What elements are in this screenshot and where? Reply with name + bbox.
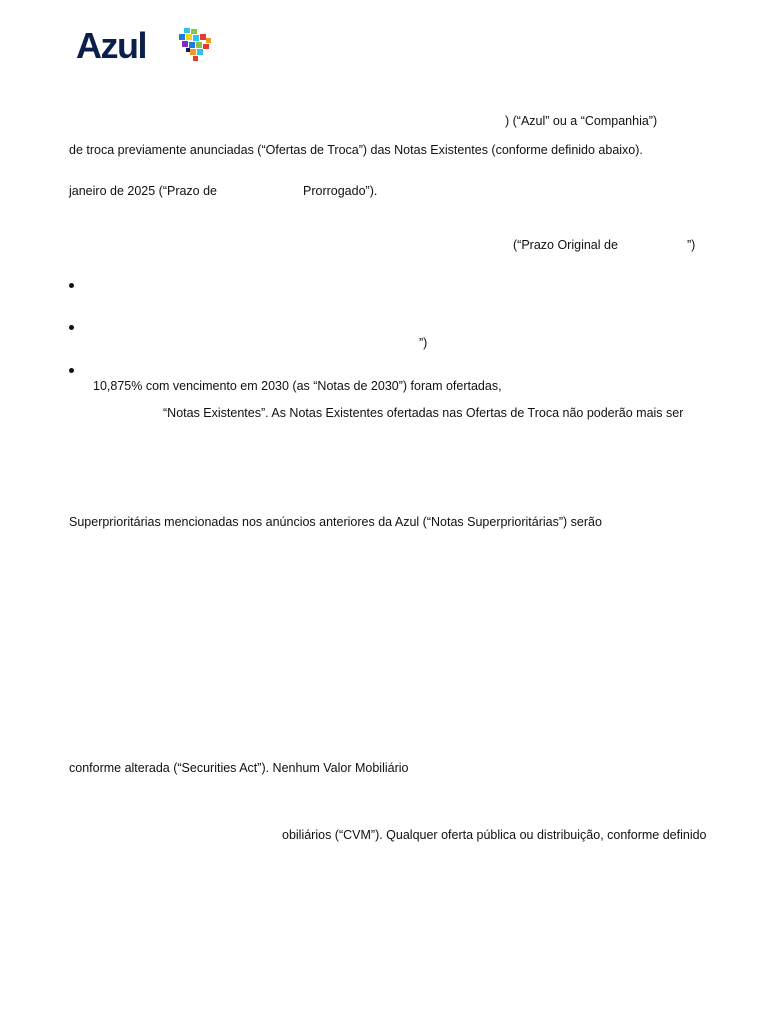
bullet-3 (69, 368, 74, 373)
paragraph-4-part-b: ”) (687, 238, 696, 252)
paragraph-4-part-a: (“Prazo Original de (513, 238, 618, 252)
bullet-2 (69, 325, 74, 330)
paragraph-6: conforme alterada (“Securities Act”). Nenhum Valor Mobiliário (69, 761, 409, 775)
paragraph-7: obiliários (“CVM”). Qualquer oferta pública ou distribuição, conforme definido (282, 828, 707, 842)
paragraph-3-part-b: Prorrogado”). (303, 184, 378, 198)
paragraph-3-part-a: janeiro de 2025 (“Prazo de (69, 184, 218, 198)
brazil-map-icon (176, 26, 214, 64)
bullet-2-end: ”) (419, 336, 428, 350)
paragraph-1-end: ) (“Azul” ou a “Companhia”) (505, 114, 658, 128)
logo-wordmark: Azul (76, 25, 146, 66)
paragraph-2: de troca previamente anunciadas (“Ofertas de Troca”) das Notas Existentes (conforme definido abaixo). (69, 143, 643, 157)
bullet-3-line-1: 10,875% com vencimento em 2030 (as “Notas de 2030”) foram ofertadas, (93, 379, 502, 393)
bullet-3-line-2: “Notas Existentes”. As Notas Existentes ofertadas nas Ofertas de Troca não poderão mais ser (163, 406, 684, 420)
paragraph-5: Superprioritárias mencionadas nos anúncios anteriores da Azul (“Notas Superprioritárias”) serão (69, 515, 602, 529)
bullet-1 (69, 283, 74, 288)
